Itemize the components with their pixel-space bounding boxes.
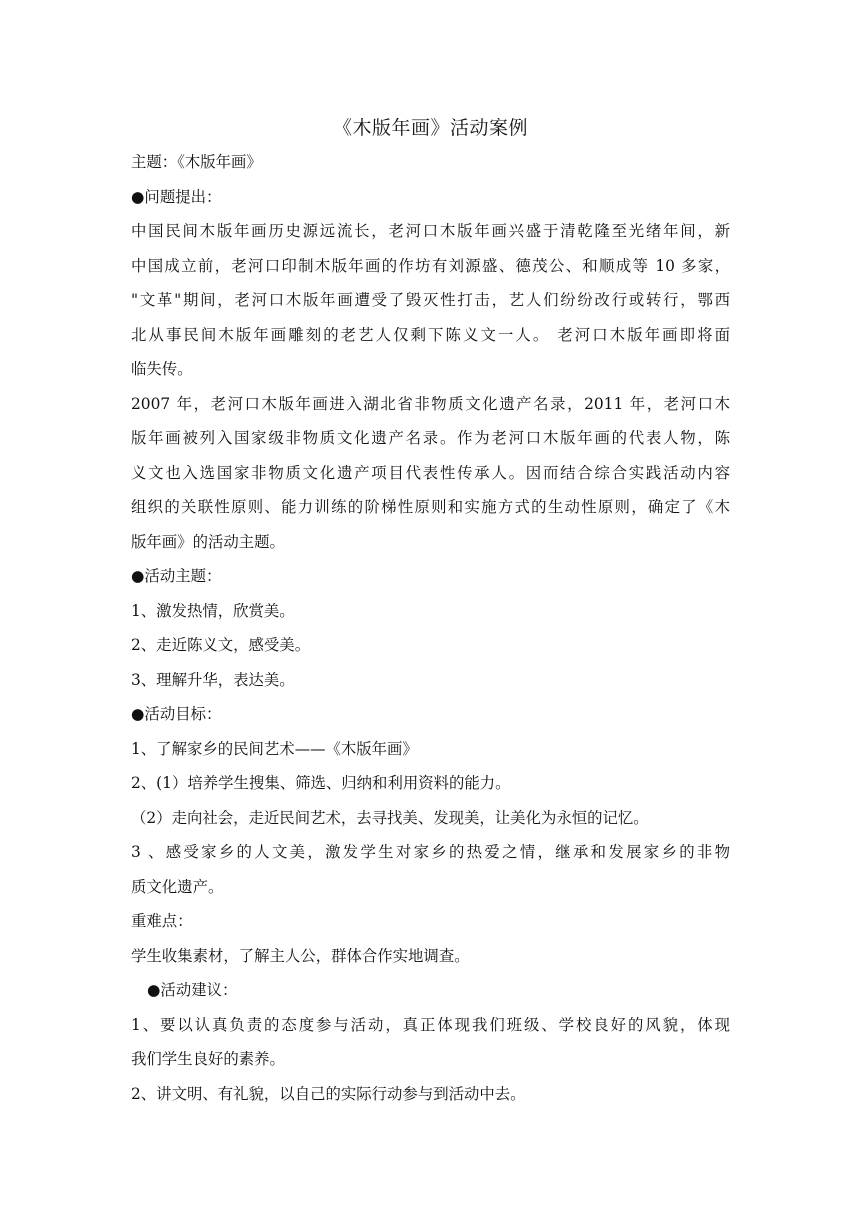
problem-paragraph2-line: 版年画被列入国家级非物质文化遗产名录。作为老河口木版年画的代表人物，陈 — [131, 429, 730, 447]
theme-line: 主题：《木版年画》 — [131, 153, 262, 171]
problem-paragraph2-line: 版年画》的活动主题。 — [131, 532, 285, 551]
key-points-heading: 重难点： — [131, 912, 193, 930]
activity-theme-item: 2、走近陈义文，感受美。 — [131, 636, 311, 654]
activity-goal-item-2b: （2）走向社会，走近民间艺术，去寻找美、发现美，让美化为永恒的记忆。 — [131, 808, 649, 827]
suggestions-item-2: 2、讲文明、有礼貌，以自己的实际行动参与到活动中去。 — [131, 1084, 526, 1103]
suggestions-item-1-line: 1、要以认真负责的态度参与活动，真正体现我们班级、学校良好的风貌，体现 — [131, 1015, 730, 1034]
activity-goal-item-3-line: 3 、感受家乡的人文美，激发学生对家乡的热爱之情，继承和发展家乡的非物 — [131, 843, 730, 861]
suggestions-item-1-line: 我们学生良好的素养。 — [131, 1050, 285, 1068]
activity-theme-item: 3、理解升华，表达美。 — [131, 670, 295, 689]
key-points-text: 学生收集素材，了解主人公，群体合作实地调查。 — [131, 946, 470, 965]
problem-paragraph2-line: 组织的关联性原则、能力训练的阶梯性原则和实施方式的生动性原则，确定了《木 — [131, 498, 730, 516]
problem-paragraph1-line: 北从事民间木版年画雕刻的老艺人仅剩下陈义文一人。 老河口木版年画即将面 — [131, 325, 730, 344]
problem-paragraph1-line: 中国成立前，老河口印制木版年画的作坊有刘源盛、德茂公、和顺成等 10 多家， — [131, 256, 730, 275]
problem-paragraph1-line: 中国民间木版年画历史源远流长，老河口木版年画兴盛于清乾隆至光绪年间，新 — [131, 222, 730, 240]
activity-theme-heading: ●活动主题： — [131, 567, 222, 585]
activity-theme-item: 1、激发热情，欣赏美。 — [131, 601, 295, 620]
problem-paragraph1-line: 临失传。 — [131, 360, 193, 378]
activity-goal-item-1: 1、了解家乡的民间艺术——《木版年画》 — [131, 739, 418, 758]
problem-paragraph2-line: 2007 年，老河口木版年画进入湖北省非物质文化遗产名录，2011 年，老河口木 — [131, 394, 730, 413]
activity-goal-heading: ●活动目标： — [131, 705, 222, 723]
suggestions-heading: ●活动建议： — [147, 981, 238, 999]
problem-heading: ●问题提出： — [131, 187, 222, 206]
activity-goal-item-2a: 2、(1）培养学生搜集、筛选、归纳和利用资料的能力。 — [131, 774, 511, 792]
problem-paragraph1-line: "文革"期间，老河口木版年画遭受了毁灭性打击，艺人们纷纷改行或转行，鄂西 — [131, 291, 730, 309]
problem-paragraph2-line: 义文也入选国家非物质文化遗产项目代表性传承人。因而结合综合实践活动内容 — [131, 463, 730, 482]
document-title: 《木版年画》活动案例 — [332, 117, 528, 139]
activity-goal-item-3-line: 质文化遗产。 — [131, 877, 224, 896]
